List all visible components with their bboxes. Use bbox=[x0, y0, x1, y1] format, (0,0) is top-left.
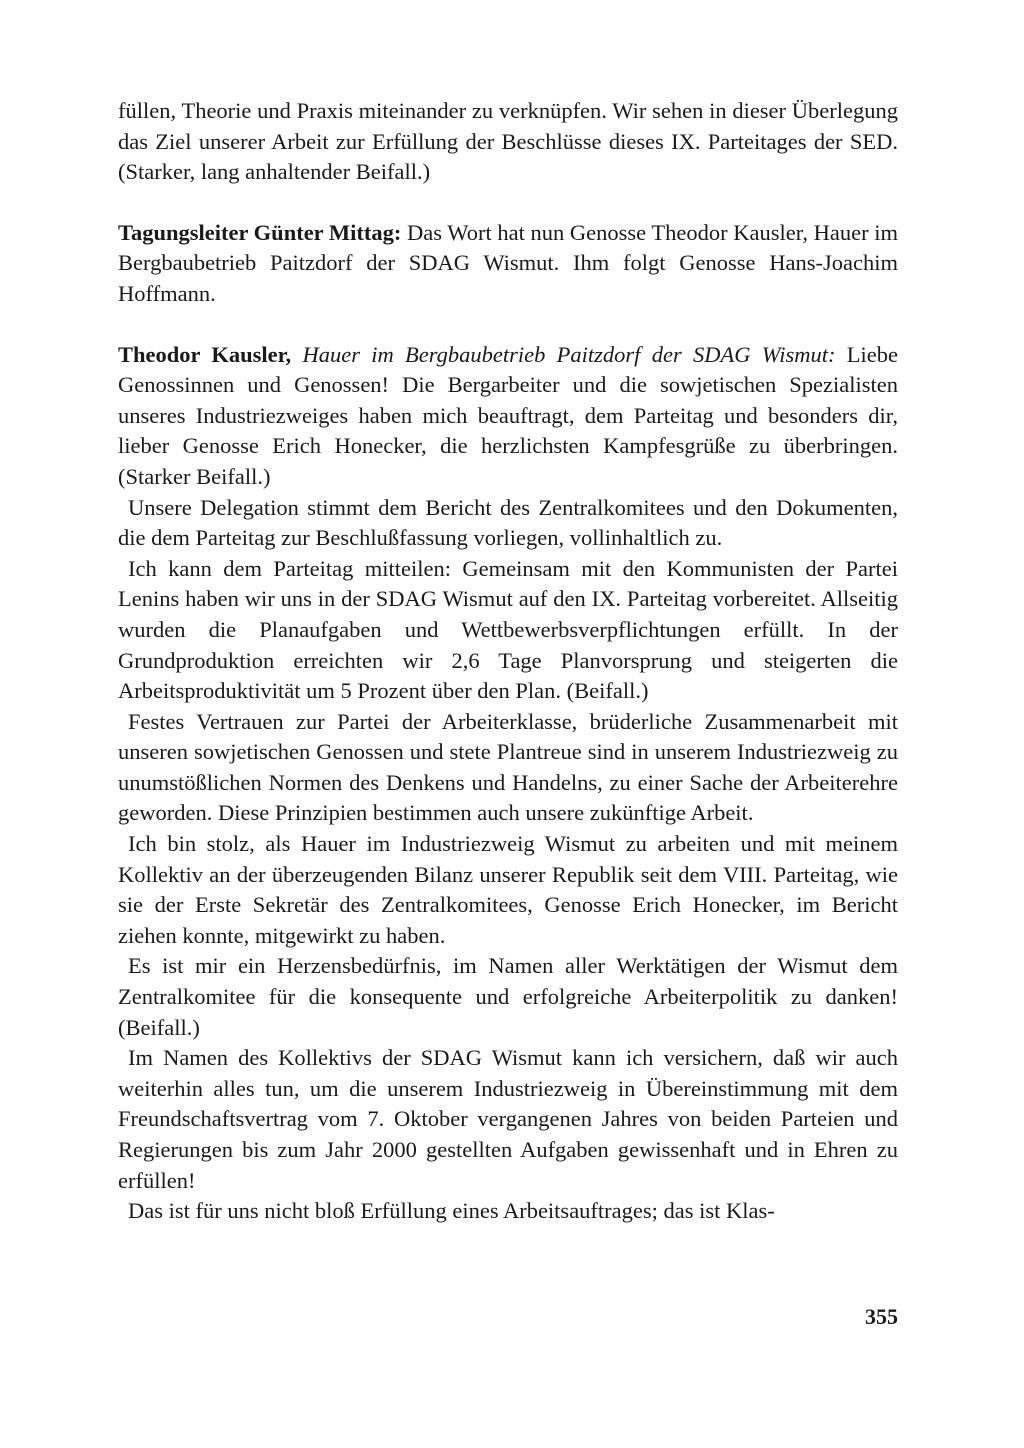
continuation-paragraph: füllen, Theorie und Praxis miteinander zu verknüpfen. Wir sehen in dieser Überlegung das Ziel unserer Arbeit zur Erfüllung der Beschlüsse dieses IX. Parteitages der SED. (Starker, lang anhaltender Beifall.) bbox=[118, 98, 898, 185]
document-page bbox=[118, 96, 898, 1386]
speech-speaker-name: Theodor Kausler, bbox=[118, 341, 292, 367]
chair-speaker-name: Tagungsleiter Günter Mittag: bbox=[118, 219, 402, 245]
speech-speaker-role: Hauer im Bergbaubetrieb Paitzdorf der SDAG Wismut: bbox=[291, 341, 836, 367]
speech-paragraph: Unsere Delegation stimmt dem Bericht des Zentralkomitees und den Dokumenten, die dem Parteitag zur Beschlußfassung vorliegen, vollinhaltlich zu. bbox=[118, 494, 898, 551]
speech-paragraph: Festes Vertrauen zur Partei der Arbeiterklasse, brüderliche Zusammenarbeit mit unseren sowjetischen Genossen und stete Plantreue sind in unserem Industriezweig zu unumstößlichen Normen des Denkens und Handelns, zu einer Sache der Arbeiterehre geworden. Diese Prinzipien bestimmen auch unsere zukünftige Arbeit. bbox=[118, 708, 898, 826]
speech-paragraph: Es ist mir ein Herzensbedürfnis, im Namen aller Werktätigen der Wismut dem Zentralkomitee für die konsequente und erfolgreiche Arbeiterpolitik zu danken! (Beifall.) bbox=[118, 953, 898, 1040]
chair-statement-text: Das Wort hat nun Genosse Theodor Kausler, Hauer im Bergbaubetrieb Paitzdorf der SDAG Wismut. Ihm folgt Genosse Hans-Joachim Hoffmann. bbox=[118, 219, 898, 306]
speech-paragraph: Im Namen des Kollektivs der SDAG Wismut kann ich versichern, daß wir auch weiterhin alles tun, um die unserem Industriezweig in Übereinstimmung mit dem Freundschaftsvertrag vom 7. Oktober vergangenen Jahres von beiden Parteien und Regierungen bis zum Jahr 2000 gestellten Aufgaben gewissenhaft und in Ehren zu erfüllen! bbox=[118, 1045, 898, 1193]
speech-paragraph: Ich bin stolz, als Hauer im Industriezweig Wismut zu arbeiten und mit meinem Kollektiv an der überzeugenden Bilanz unserer Republik seit dem VIII. Parteitag, wie sie der Erste Sekretär des Zentralkomitees, Genosse Erich Honecker, im Bericht ziehen konnte, mitgewirkt zu haben. bbox=[118, 831, 898, 948]
speech-paragraph: Das ist für uns nicht bloß Erfüllung eines Arbeitsauftrages; das ist Klas- bbox=[128, 1198, 775, 1224]
document-body bbox=[118, 96, 898, 1227]
speech-paragraph: Ich kann dem Parteitag mitteilen: Gemeinsam mit den Kommunisten der Partei Lenins haben wir uns in der SDAG Wismut auf den IX. Parteitag vorbereitet. Allseitig wurden die Planaufgaben und Wettbewerbsverpflichtungen erfüllt. In der Grundproduktion erreichten wir 2,6 Tage Planvorsprung und steigerten die Arbeitsproduktivität um 5 Prozent über den Plan. (Beifall.) bbox=[118, 555, 898, 704]
speech-opening bbox=[118, 340, 898, 493]
page-number: 355 bbox=[865, 1304, 898, 1329]
speech-opening-text: Liebe Genossinnen und Genossen! Die Bergarbeiter und die sowjetischen Spezialisten unseres Industriezweiges haben mich beauftragt, dem Parteitag und besonders dir, lieber Genosse Erich Honecker, die herzlichsten Kampfesgrüße zu überbringen. (Starker Beifall.) bbox=[118, 341, 899, 489]
chair-statement bbox=[118, 218, 898, 310]
